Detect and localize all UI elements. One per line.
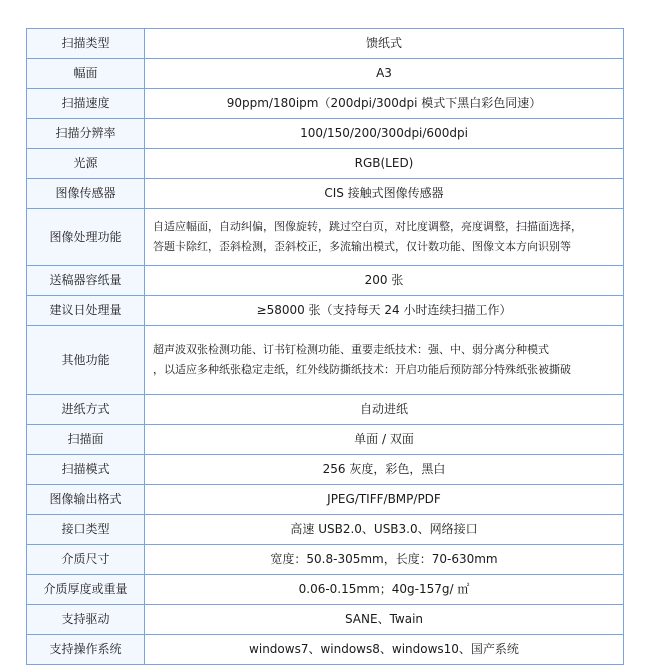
table-row <box>27 425 624 455</box>
row-value: 256 灰度，彩色，黑白 <box>145 455 624 485</box>
value-line: ，以适应多种纸张稳定走纸，红外线防撕纸技术：开启功能后预防部分特殊纸张被撕破 <box>153 363 571 376</box>
row-label: 扫描面 <box>27 425 145 455</box>
row-value: 宽度：50.8-305mm，长度：70-630mm <box>145 545 624 575</box>
row-label: 光源 <box>27 149 145 179</box>
row-label: 送稿器容纸量 <box>27 266 145 296</box>
table-row <box>27 209 624 266</box>
table-row <box>27 149 624 179</box>
row-value: 单面 / 双面 <box>145 425 624 455</box>
row-label: 图像传感器 <box>27 179 145 209</box>
table-row <box>27 455 624 485</box>
row-value: CIS 接触式图像传感器 <box>145 179 624 209</box>
row-label: 扫描类型 <box>27 29 145 59</box>
row-label: 幅面 <box>27 59 145 89</box>
row-value: 100/150/200/300dpi/600dpi <box>145 119 624 149</box>
row-label: 扫描模式 <box>27 455 145 485</box>
row-value: 200 张 <box>145 266 624 296</box>
table-row <box>27 605 624 635</box>
row-label: 扫描速度 <box>27 89 145 119</box>
table-row <box>27 515 624 545</box>
table-row <box>27 89 624 119</box>
row-label: 介质尺寸 <box>27 545 145 575</box>
row-label: 扫描分辨率 <box>27 119 145 149</box>
table-row <box>27 119 624 149</box>
table-row <box>27 179 624 209</box>
table-row <box>27 266 624 296</box>
value-line: 超声波双张检测功能、订书钉检测功能、重要走纸技术：强、中、弱分离分种模式 <box>153 343 549 356</box>
row-value: RGB(LED) <box>145 149 624 179</box>
value-line: 答题卡除红，歪斜检测，歪斜校正，多流输出模式，仅计数功能、图像文本方向识别等 <box>153 240 571 253</box>
row-label: 进纸方式 <box>27 395 145 425</box>
table-row <box>27 296 624 326</box>
table-row <box>27 395 624 425</box>
row-value: windows7、windows8、windows10、国产系统 <box>145 635 624 665</box>
row-value: 自动进纸 <box>145 395 624 425</box>
table-row <box>27 29 624 59</box>
table-row <box>27 485 624 515</box>
row-label: 图像处理功能 <box>27 209 145 266</box>
row-label: 介质厚度或重量 <box>27 575 145 605</box>
table-row <box>27 635 624 665</box>
table-row <box>27 575 624 605</box>
row-value: JPEG/TIFF/BMP/PDF <box>145 485 624 515</box>
row-value: 90ppm/180ipm（200dpi/300dpi 模式下黑白彩色同速） <box>145 89 624 119</box>
value-line: 自适应幅面，自动纠偏，图像旋转，跳过空白页，对比度调整，亮度调整，扫描面选择， <box>153 220 582 233</box>
row-label: 支持操作系统 <box>27 635 145 665</box>
row-label: 接口类型 <box>27 515 145 545</box>
table-row <box>27 545 624 575</box>
spec-table <box>26 28 624 665</box>
row-value: 馈纸式 <box>145 29 624 59</box>
row-value: 0.06-0.15mm；40g-157g/ ㎡ <box>145 575 624 605</box>
row-value: ≥58000 张（支持每天 24 小时连续扫描工作） <box>145 296 624 326</box>
row-label: 图像输出格式 <box>27 485 145 515</box>
table-row <box>27 59 624 89</box>
row-value: A3 <box>145 59 624 89</box>
row-value <box>145 209 624 266</box>
table-row <box>27 326 624 395</box>
row-label: 支持驱动 <box>27 605 145 635</box>
row-label: 其他功能 <box>27 326 145 395</box>
row-value: SANE、Twain <box>145 605 624 635</box>
row-value <box>145 326 624 395</box>
row-value: 高速 USB2.0、USB3.0、网络接口 <box>145 515 624 545</box>
row-label: 建议日处理量 <box>27 296 145 326</box>
